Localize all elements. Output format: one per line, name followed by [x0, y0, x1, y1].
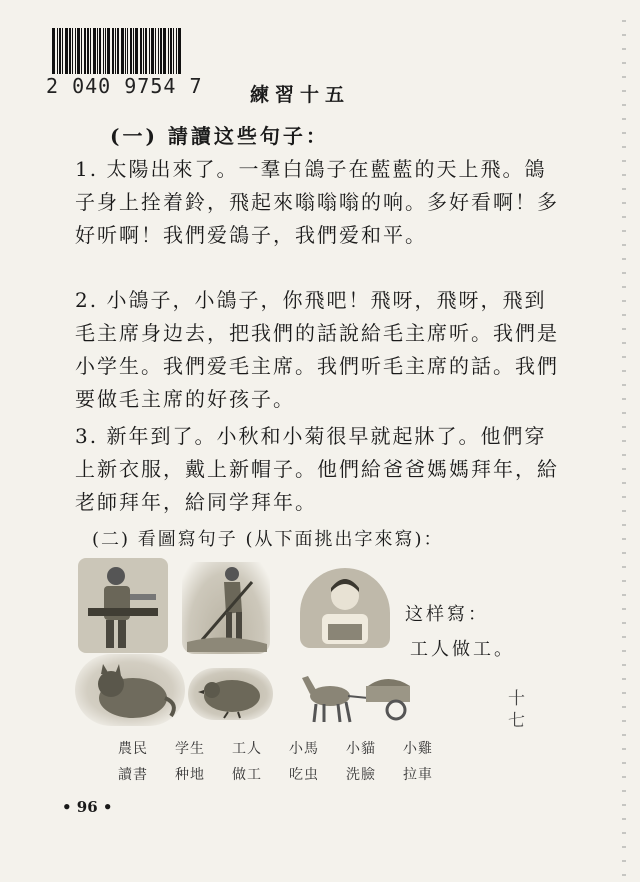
action-word: 种地	[175, 767, 205, 783]
subject-word: 小雞	[403, 741, 433, 757]
barcode-stripe	[160, 28, 162, 74]
page-edge-marks	[622, 20, 626, 880]
barcode	[52, 28, 202, 74]
horse-cart-picture	[296, 666, 416, 726]
barcode-stripe	[77, 28, 80, 74]
page-number: • 96 •	[62, 798, 113, 816]
subject-word: 小貓	[346, 741, 376, 757]
action-word: 讀書	[118, 767, 148, 783]
barcode-stripe	[125, 28, 126, 74]
barcode-stripe	[81, 28, 82, 74]
barcode-stripe	[87, 28, 89, 74]
barcode-stripe	[163, 28, 166, 74]
barcode-stripe	[115, 28, 116, 74]
barcode-stripe	[149, 28, 150, 74]
chick-picture	[188, 668, 273, 720]
barcode-stripe	[151, 28, 154, 74]
farmer-picture	[182, 562, 270, 654]
barcode-stripe	[112, 28, 114, 74]
barcode-stripe	[52, 28, 55, 74]
barcode-stripe	[107, 28, 110, 74]
barcode-stripe	[103, 28, 104, 74]
barcode-stripe	[133, 28, 134, 74]
paragraph-2: 2. 小鴿子，小鴿子，你飛吧！飛呀，飛呀，飛到毛主席身边去，把我們的話說給毛主席听。我們是小学生。我們爱毛主席。我們听毛主席的話。我們要做毛主席的好孩子。	[75, 288, 559, 411]
section1-heading: (一) 請讀这些句子：	[110, 124, 329, 148]
margin-handwritten-note: 十七	[508, 689, 525, 731]
example-label: 这样寫：	[405, 604, 489, 625]
barcode-stripe	[158, 28, 159, 74]
subject-word: 学生	[175, 741, 205, 757]
action-word: 洗臉	[346, 767, 376, 783]
paragraph-1: 1. 太陽出來了。一羣白鴿子在藍藍的天上飛。鴿子身上拴着鈴，飛起來嗡嗡嗡的响。多好看啊！多好听啊！我們爱鴿子，我們爱和平。	[75, 157, 559, 247]
cat-picture	[75, 654, 185, 726]
barcode-number: 2 040 9754 7	[46, 74, 203, 98]
action-word: 做工	[232, 767, 262, 783]
action-word: 拉車	[403, 767, 433, 783]
paragraph-3: 3. 新年到了。小秋和小菊很早就起牀了。他們穿上新衣服，戴上新帽子。他們給爸爸媽媽拜年，給老師拜年，給同学拜年。	[75, 424, 559, 514]
barcode-stripe	[173, 28, 174, 74]
worker-picture	[78, 558, 168, 653]
barcode-stripe	[105, 28, 106, 74]
subject-word: 工人	[232, 741, 262, 757]
subject-word: 小馬	[289, 741, 319, 757]
barcode-stripe	[170, 28, 172, 74]
section2-heading: (二) 看圖寫句子 (从下面挑出字來寫)：	[92, 529, 444, 550]
action-word: 吃虫	[289, 767, 319, 783]
barcode-stripe	[135, 28, 138, 74]
barcode-stripe	[127, 28, 128, 74]
barcode-stripe	[62, 28, 63, 74]
barcode-stripe	[99, 28, 101, 74]
action-word-row	[118, 764, 460, 784]
barcode-stripe	[69, 28, 71, 74]
barcode-stripe	[168, 28, 169, 74]
subject-word-row	[118, 738, 460, 758]
barcode-stripe	[140, 28, 142, 74]
lesson-title: 練習十五	[250, 84, 351, 106]
student-picture	[300, 568, 390, 648]
barcode-stripe	[178, 28, 181, 74]
barcode-stripe	[121, 28, 124, 74]
barcode-stripe	[93, 28, 96, 74]
barcode-stripe	[130, 28, 132, 74]
barcode-stripe	[145, 28, 147, 74]
barcode-stripe	[90, 28, 91, 74]
barcode-stripe	[176, 28, 177, 74]
barcode-stripe	[155, 28, 156, 74]
barcode-stripe	[59, 28, 61, 74]
barcode-stripe	[97, 28, 98, 74]
barcode-stripe	[57, 28, 58, 74]
barcode-stripe	[117, 28, 119, 74]
barcode-stripe	[65, 28, 68, 74]
barcode-stripe	[75, 28, 76, 74]
barcode-stripe	[143, 28, 144, 74]
barcode-stripe	[84, 28, 86, 74]
subject-word: 農民	[118, 741, 148, 757]
example-sentence: 工人做工。	[410, 639, 515, 660]
barcode-stripe	[72, 28, 73, 74]
